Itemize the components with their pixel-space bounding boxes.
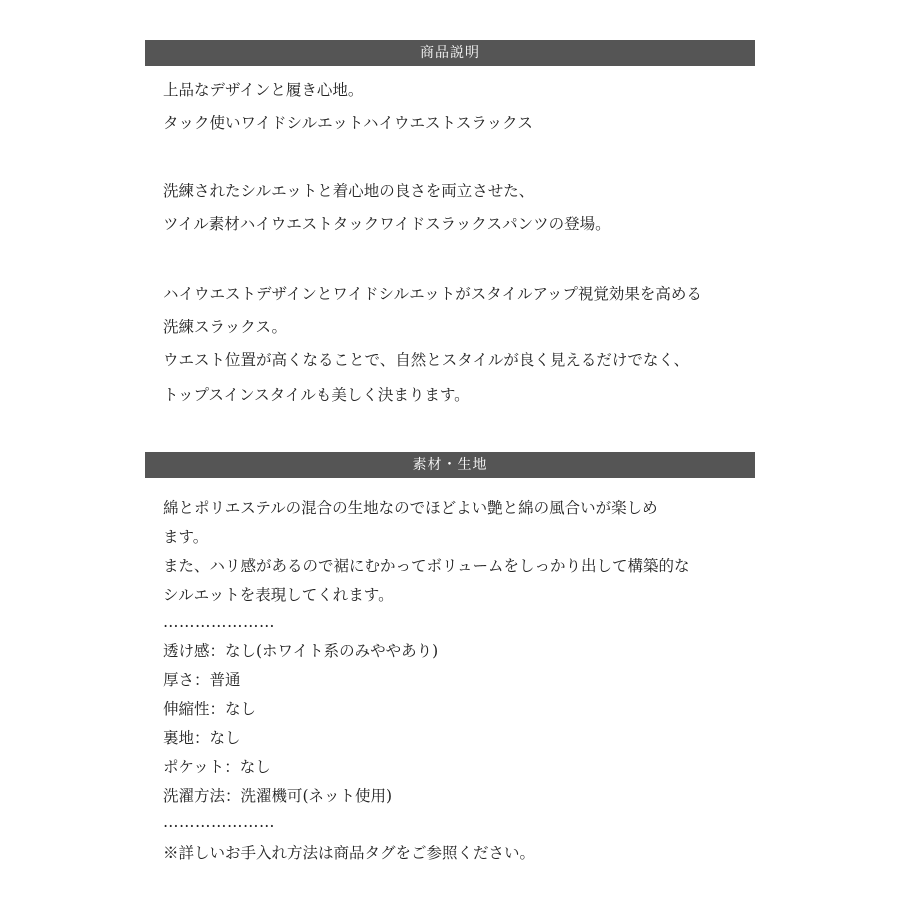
description-line-5: ハイウエストデザインとワイドシルエットがスタイルアップ視覚効果を高める	[163, 285, 702, 303]
spec-transparency: 透け感：なし(ホワイト系のみややあり)	[163, 642, 439, 660]
spec-pocket: ポケット：なし	[163, 758, 271, 776]
divider-dots-top: …………………	[163, 613, 275, 631]
care-note: ※詳しいお手入れ方法は商品タグをご参照ください。	[163, 844, 536, 862]
description-line-1: 上品なデザインと履き心地。	[163, 81, 364, 99]
section-header-description: 商品説明	[145, 40, 755, 66]
spec-thickness: 厚さ：普通	[163, 671, 241, 689]
spec-washing: 洗濯方法：洗濯機可(ネット使用)	[163, 787, 393, 805]
divider-dots-bottom: …………………	[163, 813, 275, 831]
spec-lining: 裏地：なし	[163, 729, 241, 747]
description-line-7: ウエスト位置が高くなることで、自然とスタイルが良く見えるだけでなく、	[163, 351, 690, 369]
material-line-1: 綿とポリエステルの混合の生地なのでほどよい艶と綿の風合いが楽しめ	[163, 499, 658, 517]
spec-stretch: 伸縮性：なし	[163, 700, 257, 718]
material-line-2: ます。	[163, 528, 209, 546]
description-line-2: タック使いワイドシルエットハイウエストスラックス	[163, 114, 533, 132]
description-line-4: ツイル素材ハイウエストタックワイドスラックスパンツの登場。	[163, 215, 611, 233]
description-line-8: トップスインスタイルも美しく決まります。	[163, 386, 470, 404]
material-line-3: また、ハリ感があるので裾にむかってボリュームをしっかり出して構築的な	[163, 557, 690, 575]
description-line-3: 洗練されたシルエットと着心地の良さを両立させた、	[163, 182, 535, 200]
description-line-6: 洗練スラックス。	[163, 318, 288, 336]
section-header-material: 素材・生地	[145, 452, 755, 478]
material-line-4: シルエットを表現してくれます。	[163, 586, 394, 604]
